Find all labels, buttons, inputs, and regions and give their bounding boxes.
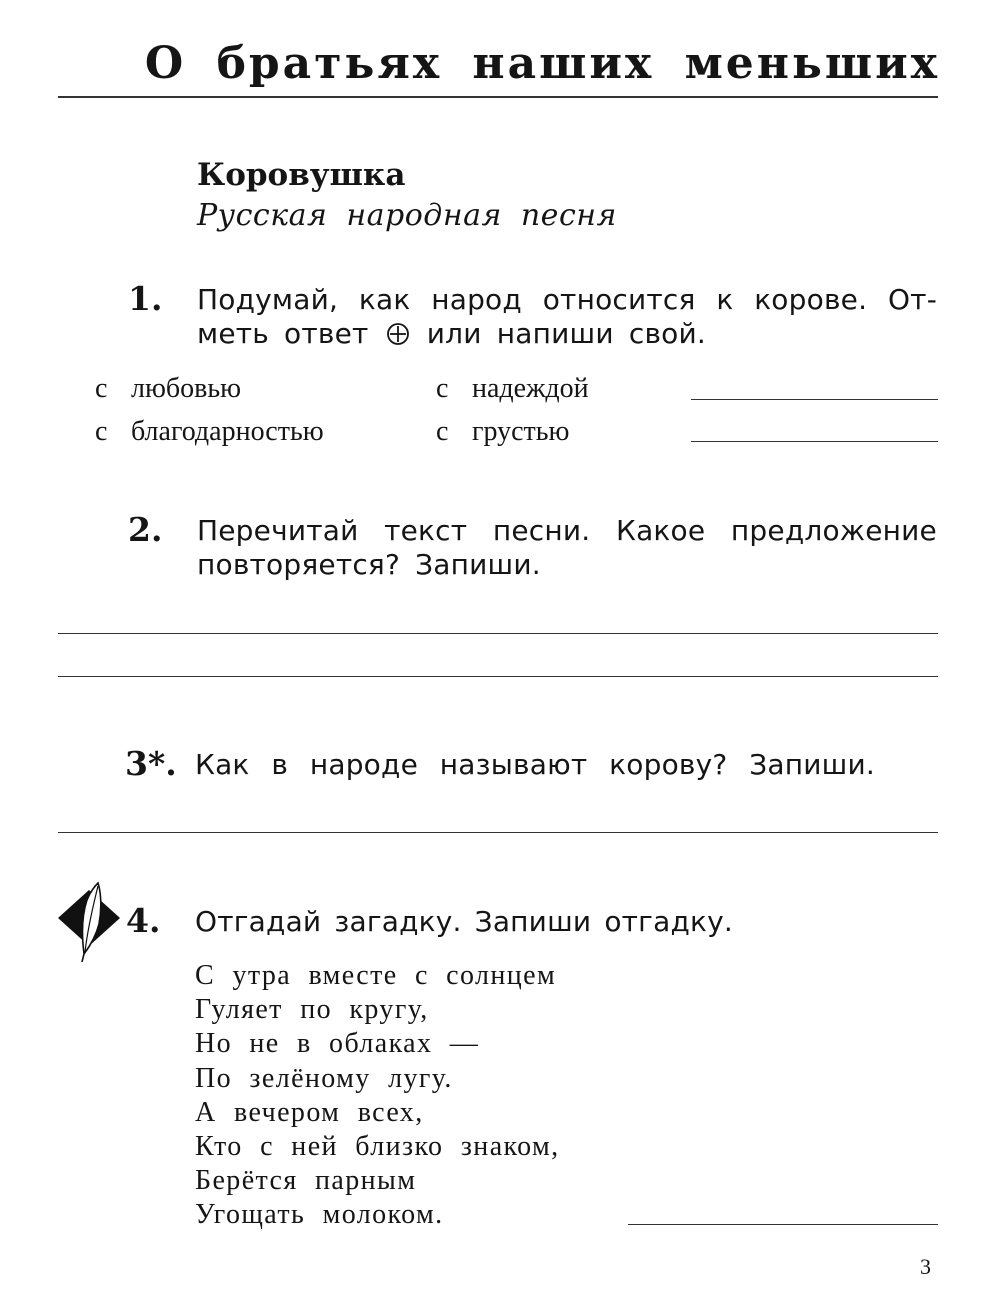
task-2-answer-line-2[interactable] (58, 676, 938, 677)
riddle-answer-line[interactable] (628, 1224, 938, 1225)
option-label: любовью (131, 373, 242, 404)
custom-answer-line-2[interactable] (691, 441, 938, 442)
task-3-number: 3*. (125, 744, 177, 783)
page-number: 3 (920, 1254, 931, 1279)
riddle-line: Гуляет по кругу, (195, 994, 429, 1026)
task-1-text (197, 283, 937, 351)
riddle-line: Берётся парным (195, 1165, 417, 1197)
riddle-line: Угощать молоком. (195, 1199, 444, 1231)
quill-pen-icon (56, 878, 122, 962)
custom-answer-line-1[interactable] (691, 399, 938, 400)
task-2-line-1: Перечитай текст песни. Какое предложение (197, 514, 937, 547)
option-hope[interactable] (436, 373, 589, 405)
riddle-line: А вечером всех, (195, 1096, 424, 1128)
option-label: грустью (472, 416, 570, 447)
task-2-text (197, 514, 937, 582)
option-prefix: с (436, 416, 449, 447)
option-prefix: с (95, 373, 108, 404)
task-1-line-2-start: меть ответ (197, 317, 369, 350)
option-sadness[interactable] (436, 416, 569, 448)
task-3-line-1: Как в народе называют корову? Запиши. (195, 748, 875, 781)
task-4-number: 4. (126, 901, 161, 940)
task-4-text (195, 905, 733, 939)
task-2-line-2: повторяется? Запиши. (197, 548, 541, 581)
option-prefix: с (95, 416, 108, 447)
task-2-number: 2. (128, 510, 163, 549)
task-1-number: 1. (128, 279, 163, 318)
task-4-line-1: Отгадай загадку. Запиши отгадку. (195, 905, 733, 938)
riddle-line: Кто с ней близко знаком, (195, 1131, 560, 1163)
option-love[interactable] (95, 373, 241, 405)
option-prefix: с (436, 373, 449, 404)
task-3-answer-line[interactable] (58, 832, 938, 833)
option-gratitude[interactable] (95, 416, 324, 448)
riddle-line: С утра вместе с солнцем (195, 960, 557, 991)
title-divider (58, 96, 938, 98)
task-1-line-1: Подумай, как народ относится к корове. От- (197, 283, 937, 316)
chapter-title: О братьях наших меньших (144, 38, 940, 89)
option-label: надеждой (472, 373, 589, 404)
riddle-poem (195, 959, 560, 1233)
story-subtitle: Русская народная песня (197, 198, 617, 233)
task-1-line-2 (197, 317, 706, 350)
option-label: благодарностью (131, 416, 324, 447)
riddle-line: По зелёному лугу. (195, 1062, 453, 1094)
task-2-answer-line-1[interactable] (58, 633, 938, 634)
circled-plus-icon (386, 322, 410, 346)
task-3-text (195, 748, 875, 782)
story-title: Коровушка (197, 157, 406, 193)
task-1-line-2-end: или напиши свой. (426, 317, 706, 350)
riddle-line: Но не в облаках — (195, 1028, 480, 1060)
